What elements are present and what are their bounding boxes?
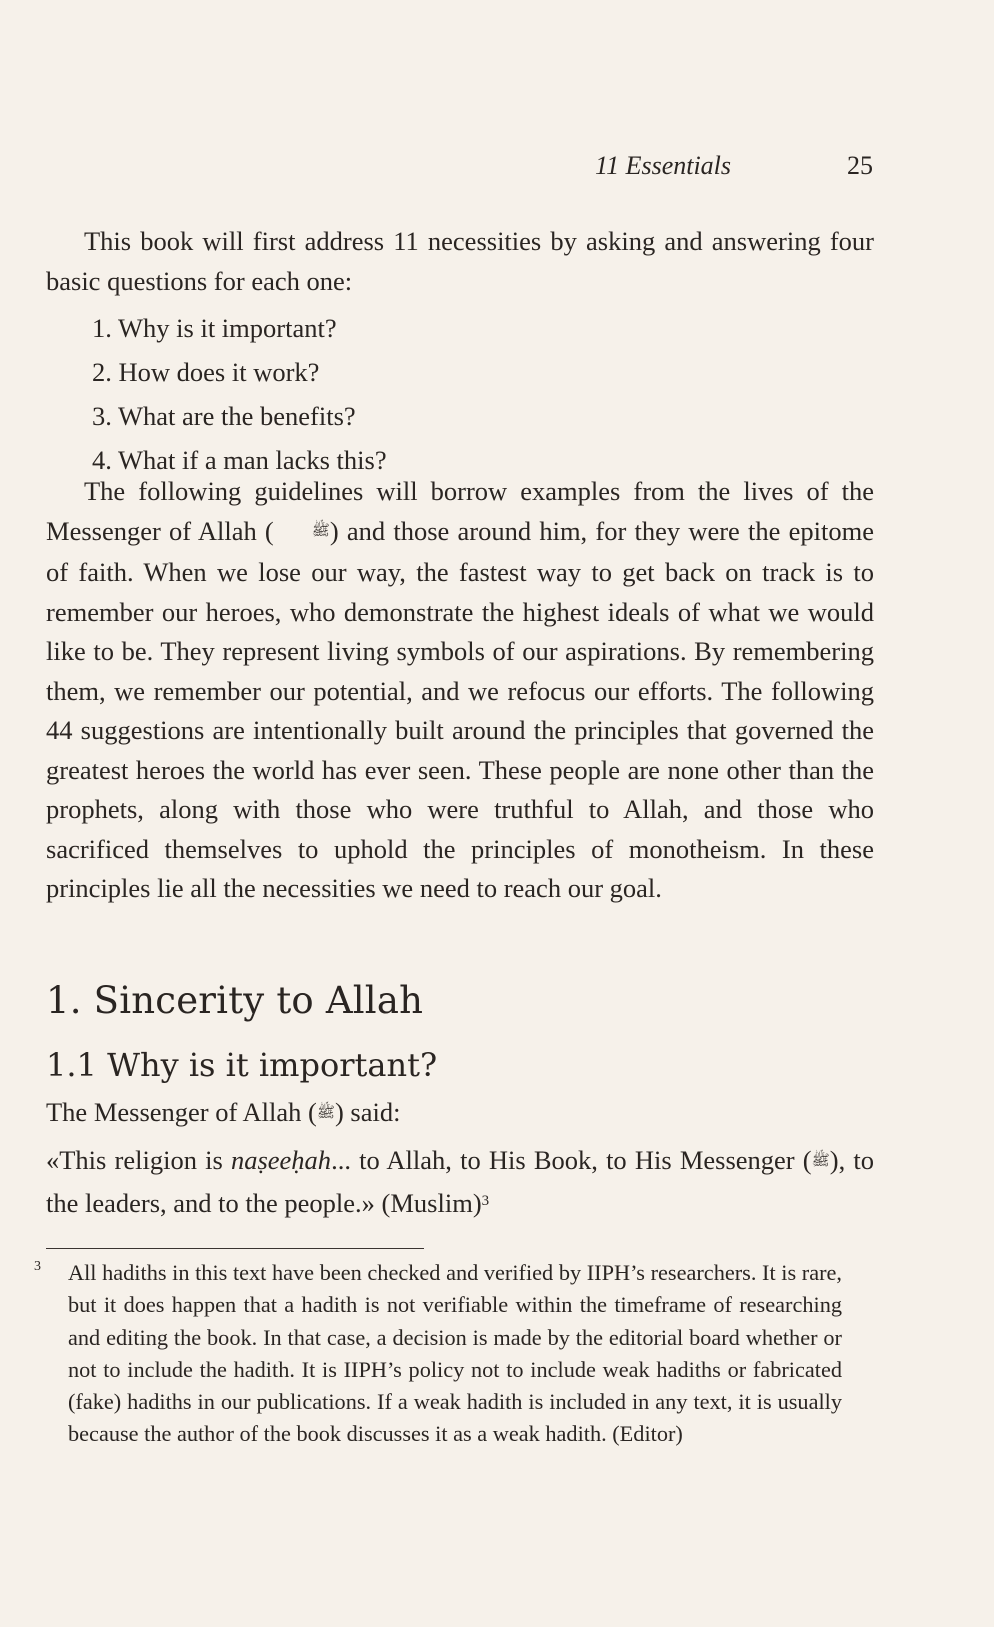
- salawat-icon: ﷺ: [811, 1152, 830, 1169]
- hadith-open: «This religion is: [46, 1145, 231, 1175]
- said-part2: ) said:: [334, 1097, 401, 1127]
- section-heading: 1.1 Why is it important?: [46, 1046, 438, 1084]
- hadith-quote: [46, 1140, 874, 1223]
- running-head: [595, 150, 873, 182]
- questions-list: [92, 306, 387, 482]
- salawat-icon: ﷺ: [311, 522, 330, 539]
- guidelines-text-part1: The following guidelines will borrow examples from the lives of the Messenger of Allah (: [46, 476, 874, 546]
- guidelines-paragraph: [46, 472, 874, 909]
- footnote: [34, 1257, 842, 1451]
- list-item: 1. Why is it important?: [92, 313, 337, 343]
- intro-paragraph: [46, 222, 874, 301]
- hadith-term: naṣeeḥah: [230, 1145, 332, 1175]
- guidelines-text-part2: ) and those around him, for they were the epitome of faith. When we lose our way, the fastest way to get back on track is to remember our heroes, who demonstrate the highest ideals of what we would like to be. They represent living symbols of our aspirations. By remembering them, we remember our potential, and we refocus our efforts. The following 44 suggestions are intentionally built around the principles that governed the greatest heroes the world has ever seen. These people are none other than the prophets, along with those who were truthful to Allah, and those who sacrificed themselves to uphold the principles of monotheism. In these principles lie all the necessities we need to reach our goal.: [46, 515, 874, 904]
- chapter-heading: 1. Sincerity to Allah: [46, 979, 424, 1022]
- list-item: 2. How does it work?: [92, 357, 320, 387]
- guidelines-text: [46, 472, 874, 909]
- footnote-text: All hadiths in this text have been checked and verified by IIPH’s researchers. It is rare, but it does happen that a hadith is not verifiable within the timeframe of researching and editing the book. In that case, a decision is made by the editorial board whether or not to include the hadith. It is IIPH’s policy not to include weak hadiths or fabricated (fake) hadiths in our publications. If a weak hadith is included in any text, it is usually because the author of the book discusses it as a weak hadith. (Editor): [68, 1260, 842, 1447]
- list-item: 3. What are the benefits?: [92, 401, 356, 431]
- hadith-end: ), to the leaders, and to the people.» (Muslim): [46, 1145, 874, 1218]
- running-head-title: 11 Essentials: [595, 151, 732, 180]
- salawat-icon: ﷺ: [316, 1104, 335, 1121]
- footnote-mark: 3: [34, 1259, 41, 1274]
- hadith-middle: ... to Allah, to His Book, to His Messenger (: [331, 1145, 812, 1175]
- list-item: 4. What if a man lacks this?: [92, 445, 387, 475]
- page-number: 25: [847, 151, 873, 180]
- footnote-divider: [46, 1248, 424, 1249]
- footnote-reference: 3: [481, 1192, 490, 1209]
- messenger-said-line: [46, 1092, 400, 1135]
- intro-text: This book will first address 11 necessities by asking and answering four basic questions for each one:: [46, 226, 874, 296]
- said-part1: The Messenger of Allah (: [46, 1097, 317, 1127]
